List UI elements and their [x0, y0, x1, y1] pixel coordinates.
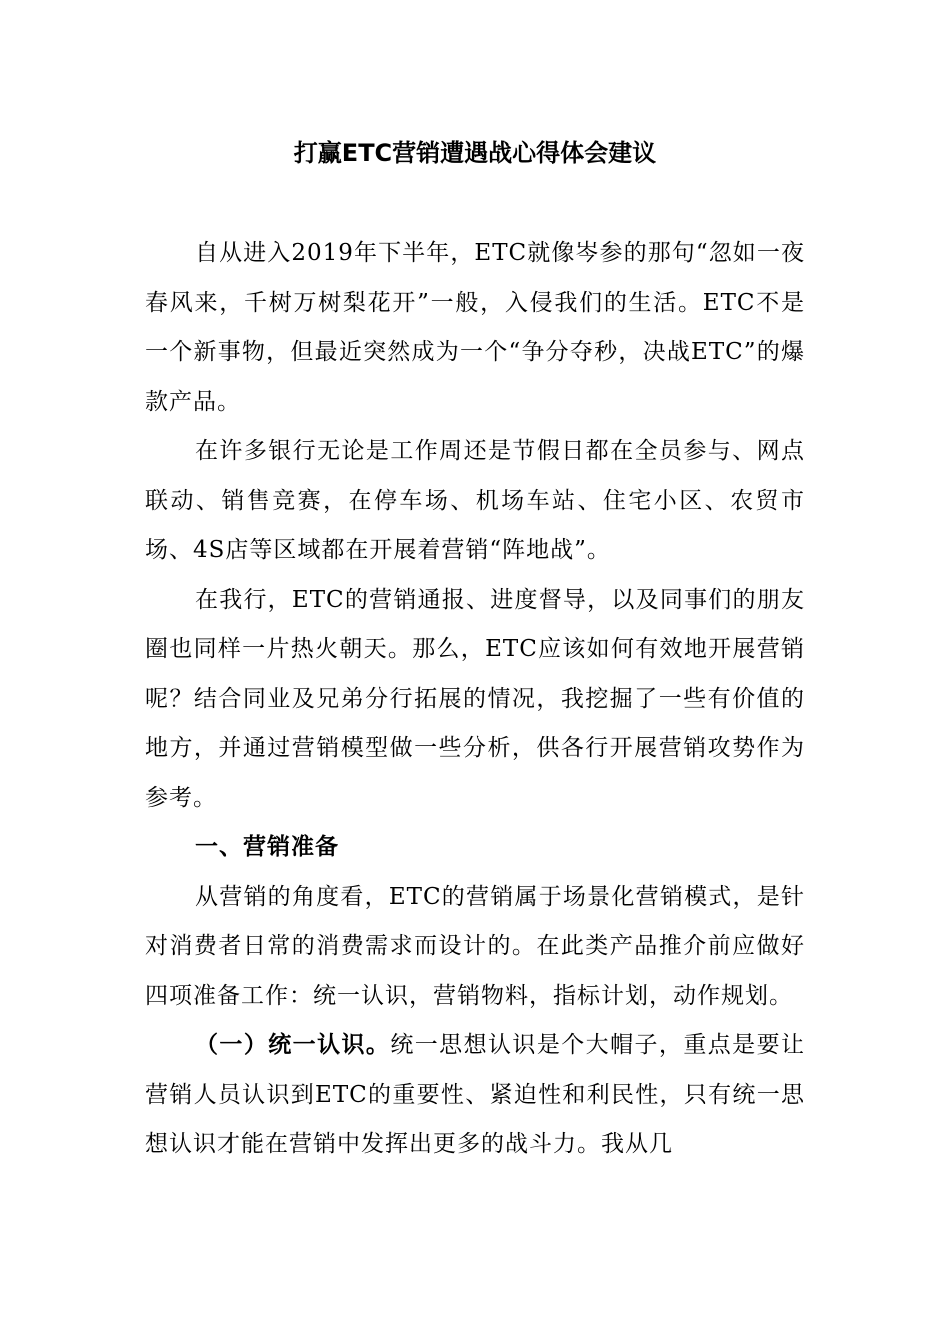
subsection-text-unified-understanding: 统一思想认识是个大帽子，重点是要让营销人员认识到ETC的重要性、紧迫性和利民性，只有统一思想认识才能在营销中发挥出更多的战斗力。我从几: [145, 1032, 806, 1157]
paragraph-banks: 在许多银行无论是工作周还是节假日都在全员参与、网点联动、销售竞赛，在停车场、机场车站、住宅小区、农贸市场、4S店等区域都在开展着营销“阵地战”。: [145, 438, 805, 563]
section-heading-marketing-prep: 一、营销准备: [195, 834, 339, 860]
document-title: 打赢ETC营销遭遇战心得体会建议: [293, 139, 657, 167]
document-body: [145, 229, 805, 1170]
paragraph-marketing-prep: 从营销的角度看，ETC的营销属于场景化营销模式，是针对消费者日常的消费需求而设计的。在此类产品推介前应做好四项准备工作：统一认识，营销物料，指标计划，动作规划。: [145, 883, 805, 1009]
subsection-lead-unified-understanding: （一）统一认识。: [195, 1032, 391, 1058]
paragraph-unified-understanding: [145, 1021, 805, 1170]
paragraph-our-bank: 在我行，ETC的营销通报、进度督导，以及同事们的朋友圈也同样一片热火朝天。那么，ETC应该如何有效地开展营销呢？结合同业及兄弟分行拓展的情况，我挖掘了一些有价值的地方，并通过营销模型做一些分析，供各行开展营销攻势作为参考。: [145, 586, 805, 811]
paragraph-intro: 自从进入2019年下半年，ETC就像岑参的那句“忽如一夜春风来，千树万树梨花开”一般，入侵我们的生活。ETC不是一个新事物，但最近突然成为一个“争分夺秒，决战ETC”的爆款产品。: [145, 240, 805, 415]
